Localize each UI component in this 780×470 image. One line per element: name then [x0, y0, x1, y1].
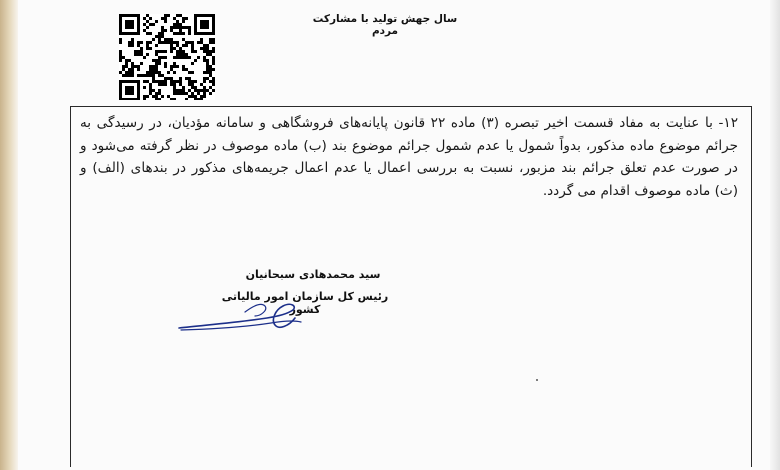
paper-edge-right — [770, 0, 780, 470]
stray-mark — [536, 379, 538, 381]
signatory-title: رئیس کل سازمان امور مالیاتی کشور — [221, 290, 389, 316]
header-slogan: سال جهش تولید با مشارکت مردم — [312, 13, 458, 37]
paper-edge-left — [0, 0, 18, 470]
handwritten-signature — [175, 292, 305, 340]
qr-code-icon — [119, 14, 215, 100]
clause-paragraph: ۱۲- با عنایت به مفاد قسمت اخیر تبصره (۳) ماده ۲۲ قانون پایانه‌های فروشگاهی و سامانه مؤدیان، در رسیدگی به جرائم موضوع ماده مذکور، بدواً شمول یا عدم شمول جرائم موضوع بند (ب) ماده موصوف در نظر گرفته می‌شود و در صورت عدم تعلق جرائم بند مزبور، نسبت به بررسی اعمال یا عدم اعمال جریمه‌های مذکور در بندهای (الف) و (ث) ماده موصوف اقدام می گردد. — [80, 115, 738, 199]
signatory-name: سید محمدهادی سبحانیان — [245, 268, 381, 281]
